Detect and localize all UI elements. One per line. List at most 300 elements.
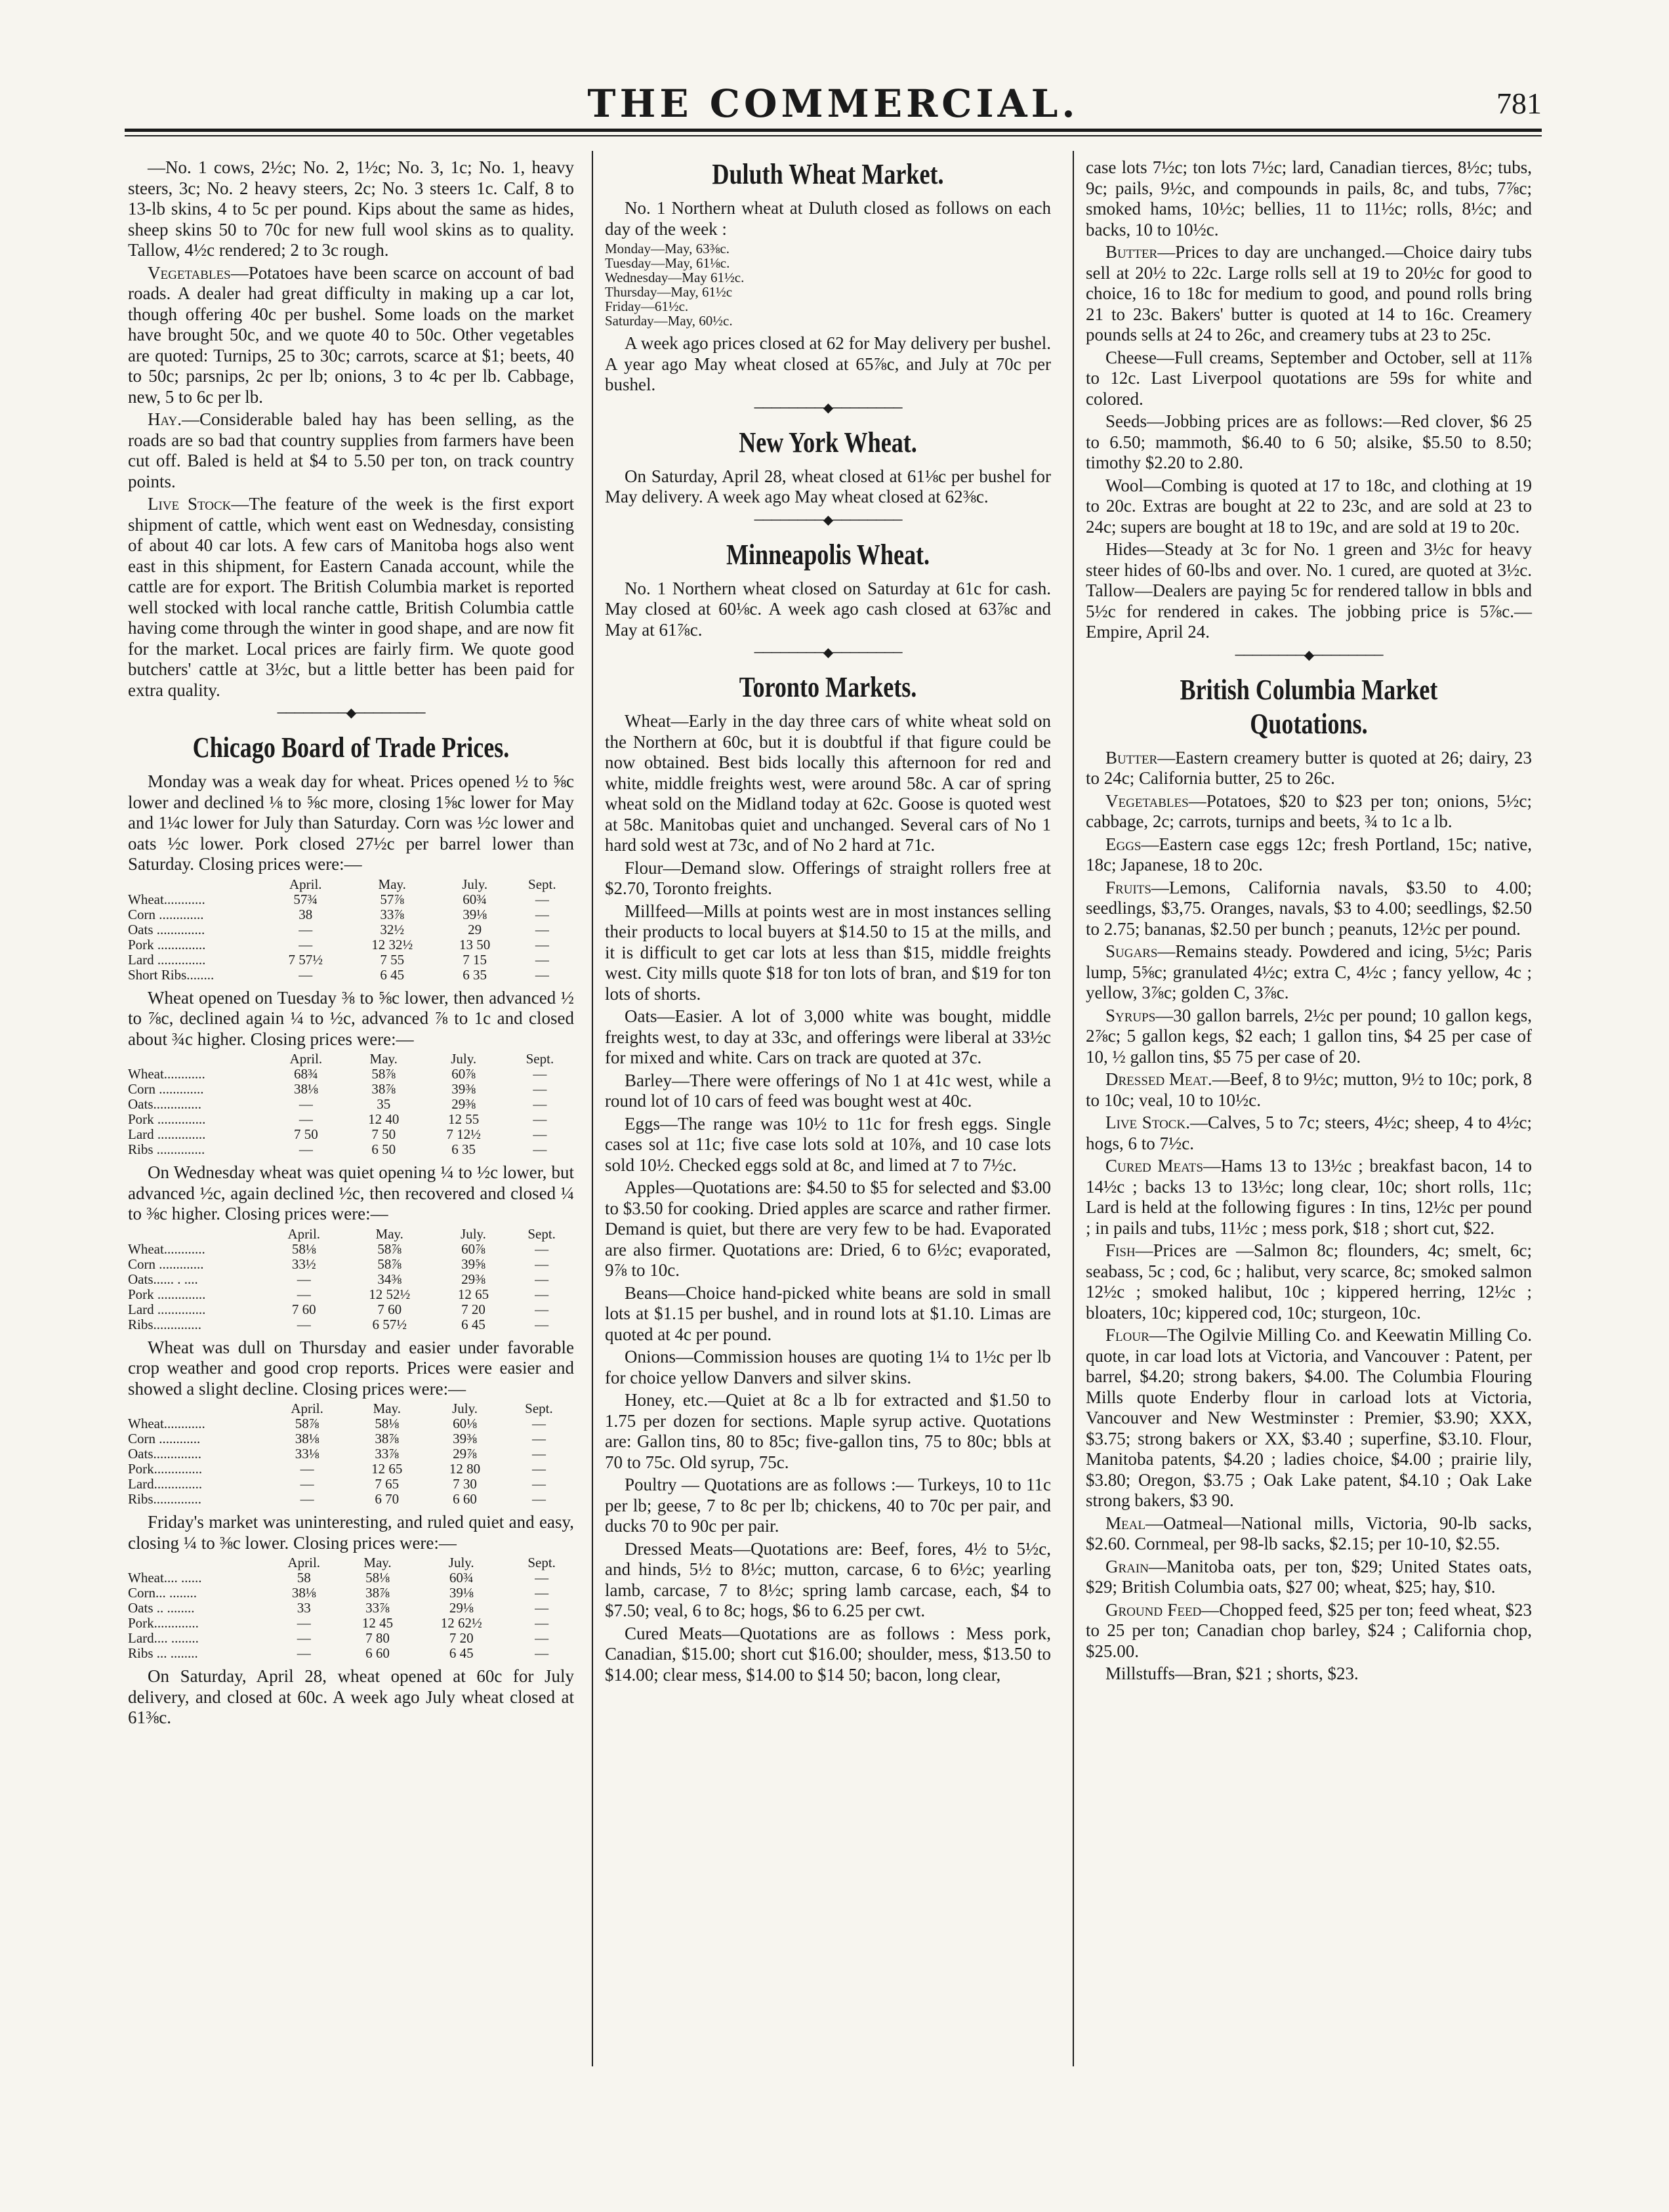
table-cell: 32½ — [380, 921, 405, 937]
table-row — [128, 1570, 574, 1586]
table-cell: 6 60 — [453, 1491, 477, 1507]
paragraph-bc-fruits — [1086, 878, 1532, 940]
table-cell: — — [535, 1630, 549, 1646]
paragraph-live-stock — [128, 494, 574, 701]
column-middle — [605, 157, 1051, 1687]
table-row — [128, 1462, 574, 1477]
table-cell: 33⅛ — [295, 1446, 319, 1462]
table-cell: 12 65 — [457, 1286, 489, 1302]
table-cell: — — [299, 1111, 313, 1127]
paragraph-duluth-summary: A week ago prices closed at 62 for May delivery per bushel. A year ago May wheat closed at 65⅞c, and July at 70c per bushel. — [605, 333, 1051, 394]
table-cell: 7 12½ — [446, 1126, 481, 1142]
table-cell: 38 — [299, 906, 313, 922]
table-cell: — — [531, 1476, 546, 1492]
price-table-thursday — [128, 1401, 574, 1507]
paragraph-body: —Beef, 8 to 9½c; mutton, 9½ to 10c; pork, 8 to 10c; veal, 10 to 10½c. — [1086, 1069, 1533, 1110]
section-heading-toronto: Toronto Markets. — [739, 671, 917, 703]
paragraph-toronto-poultry: Poultry — Quotations are as follows :— Turkeys, 10 to 11c per lb; geese, 7 to 8c per lb; chickens, 40 to 70c per pair, and ducks 70 to 90c per pair. — [605, 1475, 1051, 1536]
table-cell: 58⅛ — [375, 1416, 400, 1431]
table-header — [128, 1227, 266, 1242]
table-cell: 7 57½ — [288, 951, 323, 968]
table-header: April. — [289, 1051, 323, 1067]
table-header: April. — [289, 876, 322, 892]
table-row — [128, 1601, 574, 1616]
column-rule — [1073, 151, 1074, 2066]
paragraph-body: —Eastern creamery butter is quoted at 26; dairy, 23 to 24c; California butter, 25 to 26c. — [1086, 747, 1532, 788]
table-header: July. — [451, 1051, 477, 1067]
table-row — [128, 1112, 574, 1127]
run-in-head: Eggs — [1105, 834, 1142, 854]
table-cell: — — [535, 966, 549, 983]
table-cell: — — [535, 1240, 549, 1257]
table-cell: — — [297, 1615, 311, 1631]
table-cell: Pork .............. — [128, 1111, 206, 1127]
table-row — [128, 1586, 574, 1601]
table-cell: Lard .............. — [128, 951, 206, 968]
table-cell: — — [297, 1645, 311, 1661]
paragraph-toronto-eggs: Eggs—The range was 10½ to 11c for fresh eggs. Single cases sol at 11c; five case lots sold at 10⅞, and 10 case lots sold 10½. Checked eggs sold at 8c, and limed at 7 to 7½c. — [605, 1113, 1051, 1175]
table-cell: Pork.............. — [128, 1461, 203, 1477]
table-cell: 39⅜ — [453, 1431, 477, 1446]
table-cell: Corn... ........ — [128, 1585, 197, 1601]
table-cell: 58⅞ — [371, 1066, 396, 1082]
paragraph-body: .—Considerable baled hay has been selling, as the roads are so bad that country supplies from farmers have been cut off. Baled is held at $4 to 5.50 per ton, on track country points. — [128, 409, 574, 491]
table-cell: — — [535, 906, 549, 922]
table-cell: 29⅜ — [451, 1096, 476, 1112]
table-cell: — — [535, 921, 549, 937]
table-cell: 58⅞ — [377, 1240, 402, 1257]
table-cell: — — [533, 1111, 547, 1127]
paragraph-body: —Oatmeal—National mills, Victoria, 90-lb sacks, $2.60. Cornmeal, per 98-lb sacks, $2.15; per 10-10, $2.55. — [1086, 1513, 1532, 1553]
paragraph-bc-dressed-meat — [1086, 1069, 1532, 1111]
table-cell: 39⅝ — [461, 1256, 485, 1272]
table-cell: 57⅞ — [380, 891, 405, 907]
masthead — [125, 77, 1542, 130]
duluth-daily-list — [605, 241, 1051, 328]
paragraph-toronto-butter — [1086, 242, 1532, 346]
paragraph-body: —Lemons, California navals, $3.50 to 4.00; seedlings, $3,75. Oranges, navals, $3 to 4.00; seedlings, $2.50 to 2.75; bananas, $2.50 per bunch ; peanuts, 12½c per pound. — [1086, 877, 1532, 939]
table-row — [128, 1646, 574, 1661]
table-cell: 35 — [377, 1096, 391, 1112]
run-in-head: Sugars — [1105, 941, 1158, 961]
section-heading-new-york: New York Wheat. — [739, 426, 917, 459]
table-cell: 6 45 — [461, 1316, 485, 1332]
table-cell: Short Ribs........ — [128, 966, 215, 983]
table-cell: 39⅜ — [451, 1081, 476, 1097]
table-cell: 12 45 — [361, 1615, 394, 1631]
paragraph-body: —Potatoes, $20 to $23 per ton; onions, 5½c; cabbage, 2c; carrots, turnips and beets, ¾ to 1c a lb. — [1086, 790, 1532, 831]
paragraph-toronto-honey: Honey, etc.—Quiet at 8c a lb for extracted and $1.50 to 1.75 per dozen for sections. Maple syrup active. Quotations are: Gallon tins, 80 to 85c; five-gallon tins, 75 to 80c; bbls at 70 to 75c. Old syrup, 75c. — [605, 1390, 1051, 1472]
table-cell: 7 80 — [365, 1630, 390, 1646]
table-cell: — — [300, 1476, 314, 1492]
table-cell: — — [533, 1081, 547, 1097]
table-cell: — — [531, 1431, 546, 1446]
table-row — [128, 1272, 574, 1287]
table-row — [128, 1257, 574, 1272]
table-header: May. — [373, 1401, 401, 1416]
table-cell: Oats .............. — [128, 921, 205, 937]
paragraph-toronto-beans: Beans—Choice hand-picked white beans are sold in small lots at $1.15 per bushel, and in round lots at $1.10. Limas are quoted at 4c per pound. — [605, 1282, 1051, 1344]
run-in-head: Live Stock. — [1105, 1113, 1190, 1132]
run-in-head: Ground Feed — [1105, 1599, 1202, 1620]
table-cell: Corn ............ — [128, 1431, 201, 1446]
paragraph-body: —Chopped feed, $25 per ton; feed wheat, $23 to 25 per ton; Canadian chop barley, $24 ; California chop, $25.00. — [1086, 1599, 1532, 1661]
table-cell: 39⅛ — [449, 1585, 474, 1601]
table-cell: 7 50 — [294, 1126, 318, 1142]
paragraph-new-york: On Saturday, April 28, wheat closed at 61⅛c per bushel for May delivery. A week ago May wheat closed at 62⅜c. — [605, 466, 1051, 506]
table-row — [128, 922, 574, 937]
paragraph-body: —Potatoes have been scarce on account of bad roads. A dealer had great difficulty in making up a car lot, though offering 40c per bushel. Some loads on the market have brought 50c, and we quote 40 to 50c. Other vegetables are quoted: Turnips, 25 to 30c; carrots, scarce at $1; beets, 40 to 50c; parsnips, 2c per lb; onions, 3 to 4c per lb. Cabbage, new, 5 to 6c per lb. — [128, 262, 574, 407]
table-header: April. — [287, 1555, 321, 1570]
table-cell: — — [535, 1585, 549, 1601]
table-cell: 12 52½ — [369, 1286, 411, 1302]
table-row — [128, 1302, 574, 1317]
price-table-friday — [128, 1555, 574, 1661]
table-row — [128, 1446, 574, 1462]
table-cell: — — [297, 1630, 311, 1646]
paragraph-toronto-barley: Barley—There were offerings of No 1 at 41c west, while a round lot of 10 cars of feed was bought west at 40c. — [605, 1070, 1051, 1111]
paragraph-body: —Hams 13 to 13½c ; breakfast bacon, 14 to 14½c ; backs 13 to 13½c; long clear, 10c; short rolls, 11c; Lard is held at the following figures : In tins, 12½c per pound ; in pails and tubs, 11½c ; mess pork, $18 ; short cut, $22. — [1086, 1156, 1532, 1238]
paragraph-toronto-onions: Onions—Commission houses are quoting 1¼ to 1½c per lb for choice yellow Danvers and silver skins. — [605, 1347, 1051, 1387]
table-cell: 38⅛ — [295, 1431, 319, 1446]
table-cell: 7 30 — [453, 1476, 477, 1492]
table-cell: Lard.... ........ — [128, 1630, 199, 1646]
table-row — [128, 1431, 574, 1446]
table-header: July. — [462, 876, 488, 892]
header-rule-thin — [125, 135, 1542, 136]
paragraph-chicago-friday: Friday's market was uninteresting, and ruled quiet and easy, closing ¼ to ⅜c lower. Closing prices were:— — [128, 1512, 574, 1553]
run-in-head: Hay — [148, 409, 178, 429]
table-cell: — — [299, 936, 313, 952]
table-cell: — — [535, 1301, 549, 1317]
table-cell: 7 20 — [449, 1630, 474, 1646]
paragraph-chicago-saturday: On Saturday, April 28, wheat opened at 60c for July delivery, and closed at 60c. A week ago July wheat closed at 61⅜c. — [128, 1666, 574, 1727]
table-header: Sept. — [527, 1225, 556, 1242]
table-header: Sept. — [525, 1051, 554, 1067]
table-row — [128, 1082, 574, 1097]
table-header: July. — [452, 1401, 478, 1416]
column-right — [1086, 157, 1532, 1687]
table-cell: Oats.............. — [128, 1446, 201, 1462]
table-cell: 60⅞ — [451, 1066, 476, 1082]
table-header: May. — [363, 1555, 392, 1570]
table-cell: 7 60 — [291, 1301, 316, 1317]
paragraph-chicago-wednesday: On Wednesday wheat was quiet opening ¼ to ½c lower, but advanced ½c, again declined ½c, then recovered and closed ¼ to ⅜c higher. Closing prices were:— — [128, 1162, 574, 1223]
page-number: 781 — [1496, 87, 1542, 120]
table-cell: — — [535, 1286, 549, 1302]
table-row — [128, 1142, 574, 1157]
column-left — [128, 157, 574, 1731]
table-cell: Wheat.... ...... — [128, 1570, 202, 1586]
paragraph-bc-grain — [1086, 1557, 1532, 1598]
table-cell: 6 35 — [451, 1141, 476, 1157]
section-heading-minneapolis: Minneapolis Wheat. — [726, 538, 930, 571]
table-header — [128, 1555, 266, 1570]
table-cell: 7 20 — [461, 1301, 485, 1317]
section-divider — [1086, 647, 1532, 664]
paragraph-body: —30 gallon barrels, 2½c per pound; 10 gallon kegs, 2⅞c; 5 gallon kegs, $2 each; 1 gallon tins, $4 25 per case of 10, ½ gallon tins, $5 75 per case of 20. — [1086, 1005, 1532, 1067]
section-heading-chicago: Chicago Board of Trade Prices. — [192, 731, 510, 764]
run-in-head: Butter — [1105, 747, 1158, 768]
table-cell: 13 50 — [459, 936, 491, 952]
table-cell: 57¾ — [293, 891, 318, 907]
table-header: April. — [291, 1401, 323, 1416]
table-cell: 12 40 — [368, 1111, 400, 1127]
paragraph-hay — [128, 409, 574, 492]
table-header: Sept. — [525, 1401, 553, 1416]
price-table-tuesday — [128, 1052, 574, 1157]
paragraph-body: —The feature of the week is the first export shipment of cattle, which went east on Wednesday, consisting of about 40 car lots. A few cars of Manitoba hogs also went east in this shipment, for Eastern Canada account, while the cattle are for export. The British Columbia market is reported well stocked with local ranche cattle, British Columbia cattle having come through the winter in good shape, and are now fit for the market. Local prices are fairly firm. We quote good butchers' cattle at 3½c, but a little better has been paid for extra quality. — [128, 494, 574, 700]
table-row — [128, 907, 574, 922]
table-header: May. — [378, 876, 406, 892]
table-cell: Wheat............ — [128, 1240, 205, 1257]
table-row — [128, 1477, 574, 1492]
table-cell: — — [300, 1461, 314, 1477]
publication-title: THE COMMERCIAL. — [587, 81, 1079, 126]
table-cell: — — [533, 1066, 547, 1082]
column-rule — [592, 151, 593, 2066]
table-row — [128, 1416, 574, 1431]
table-cell: 60¾ — [449, 1570, 474, 1586]
table-cell: 6 35 — [463, 966, 487, 983]
table-cell: 6 60 — [365, 1645, 390, 1661]
table-cell: Ribs ... ........ — [128, 1645, 198, 1661]
table-cell: 33⅞ — [375, 1446, 400, 1462]
table-header: May. — [369, 1051, 398, 1067]
table-row — [128, 1287, 574, 1302]
paragraph-toronto-cured-meats: Cured Meats—Quotations are as follows : Mess pork, Canadian, $15.00; short cut $16.00; shoulder, mess, $13.50 to $14.00; clear mess, $14.00 to $14 50; bacon, long clear, — [605, 1623, 1051, 1685]
paragraph-body: —Eastern case eggs 12c; fresh Portland, 15c; native, 18c; Japanese, 18 to 20c. — [1086, 834, 1532, 874]
paragraph-bc-cured-meats — [1086, 1156, 1532, 1239]
table-cell: — — [535, 1316, 549, 1332]
table-header: May. — [375, 1225, 403, 1242]
paragraph-chicago-tuesday: Wheat opened on Tuesday ⅜ to ⅝c lower, then advanced ½ to ⅞c, declined again ¼ to ½c, advanced ⅞ to 1c and closed about ¾c higher. Closing prices were:— — [128, 987, 574, 1049]
table-cell: 6 50 — [371, 1141, 396, 1157]
paragraph-chicago-thursday: Wheat was dull on Thursday and easier under favorable crop weather and good crop reports. Prices were easier and showed a slight decline. Closing prices were:— — [128, 1337, 574, 1399]
table-row — [128, 1317, 574, 1332]
table-cell: — — [299, 921, 313, 937]
table-cell: Wheat............ — [128, 1066, 205, 1082]
table-cell: — — [297, 1316, 311, 1332]
paragraph-chicago-monday: Monday was a weak day for wheat. Prices opened ½ to ⅝c lower and declined ⅛ to ⅝c more, closing 1⅝c lower for May and 1¼c lower for July than Saturday. Corn was ½c lower and oats ½c lower. Pork closed 27½c per barrel lower than Saturday. Closing prices were:— — [128, 771, 574, 874]
paragraph-body: —The Ogilvie Milling Co. and Keewatin Milling Co. quote, in car load lots at Victoria, and Vancouver : Patent, per barrel, $4.20; strong bakers, $4.00. The Columbia Flouring Mills quote Enderby flour in carload lots at Victoria, Vancouver and New Westminster : Premier, $3.90; XXX, $3.75; strong bakers or XX, $3.40 ; superfine, $3.10. Flour, Manitoba patents, $4.20 ; ladies choice, $4.00 ; prairie lily, $3.80; Oregon, $3.75 ; Oak Lake patent, $4.10 ; Oak Lake strong bakers, $3 90. — [1086, 1325, 1532, 1510]
run-in-head: Meal — [1105, 1513, 1145, 1533]
paragraph-body: —Prices are —Salmon 8c; flounders, 4c; smelt, 6c; seabass, 5c ; cod, 6c ; halibut, very scarce, 8c; smoked salmon 12½c ; smoked halibut, 10c ; kippered herring, 12½c ; bloaters, 10c; kippered cod, 10c; sturgeon, 10c. — [1086, 1240, 1532, 1322]
table-header — [128, 1401, 266, 1416]
paragraph-bc-live-stock — [1086, 1113, 1532, 1154]
table-cell: — — [535, 1256, 549, 1272]
table-cell: — — [299, 1141, 313, 1157]
table-cell: 34⅜ — [377, 1271, 402, 1287]
paragraph-hides-cont: —No. 1 cows, 2½c; No. 2, 1½c; No. 3, 1c; No. 1, heavy steers, 3c; No. 2 heavy steers, 2c; No. 3 steers 1c. Calf, 8 to 13-lb skins, 4 to 5c per pound. Kips about the same as hides, sheep skins 50 to 70c for new full wool skins as to quality. Tallow, 4½c rendered; 2 to 3c rough. — [128, 157, 574, 260]
table-cell: 12 80 — [449, 1461, 481, 1477]
table-cell: Oats...... . .... — [128, 1271, 198, 1287]
table-row — [128, 937, 574, 952]
table-cell: 38⅛ — [294, 1081, 318, 1097]
table-cell: 38⅞ — [375, 1431, 400, 1446]
table-row — [128, 1242, 574, 1257]
table-row — [128, 952, 574, 968]
run-in-head: Flour — [1105, 1325, 1149, 1345]
section-divider — [605, 512, 1051, 529]
table-cell: 39⅛ — [463, 906, 487, 922]
table-row — [128, 1492, 574, 1507]
section-divider — [605, 644, 1051, 661]
table-cell: 6 57½ — [372, 1316, 407, 1332]
table-cell: 6 45 — [380, 966, 405, 983]
paragraph-bc-sugars — [1086, 941, 1532, 1004]
table-cell: — — [297, 1271, 311, 1287]
paragraph-toronto-dressed-meats: Dressed Meats—Quotations are: Beef, fores, 4½ to 5½c, and hinds, 5½ to 8½c; mutton, carcase, 6 to 6½c; yearling lamb, carcase, 7 to 8½c; spring lamb carcase, each, $4 to $7.50; veal, 6 to 8c; hogs, $6 to 6.25 per cwt. — [605, 1538, 1051, 1620]
run-in-head: Cured Meats — [1105, 1156, 1203, 1176]
paragraph-vegetables — [128, 263, 574, 408]
section-heading-british-columbia: British Columbia Market Quotations. — [1180, 673, 1438, 740]
list-item: Monday—May, 63⅜c. — [605, 241, 730, 256]
table-cell: Ribs .............. — [128, 1141, 205, 1157]
table-cell: 38⅛ — [291, 1585, 316, 1601]
table-cell: 33⅞ — [380, 906, 405, 922]
table-cell: — — [533, 1126, 547, 1142]
paragraph-bc-meal — [1086, 1513, 1532, 1555]
table-cell: Pork .............. — [128, 936, 206, 952]
table-cell: 29⅜ — [461, 1271, 485, 1287]
list-item: Thursday—May, 61½c — [605, 284, 733, 300]
table-row — [128, 892, 574, 907]
paragraph-toronto-oats: Oats—Easier. A lot of 3,000 white was bought, middle freights west, to day at 33c, and offerings were liberal at 33½c for mixed and white. Cars on track are quoted at 37c. — [605, 1006, 1051, 1067]
table-cell: 6 70 — [375, 1491, 400, 1507]
run-in-head: Fruits — [1105, 877, 1151, 897]
table-cell: — — [300, 1491, 314, 1507]
paragraph-toronto-apples: Apples—Quotations are: $4.50 to $5 for selected and $3.00 to $3.50 for cooking. Dried apples are scarce and rather firmer. Demand is quiet, but there are very few to be had. Evaporated are also firmer. Quotations are: Dried, 6 to 6½c; evaporated, 9⅞ to 10c. — [605, 1178, 1051, 1280]
table-cell: 58 — [297, 1570, 311, 1586]
table-cell: — — [535, 1600, 549, 1616]
table-header: Sept. — [527, 1555, 556, 1570]
table-cell: 60⅞ — [461, 1240, 485, 1257]
run-in-head: Fish — [1105, 1240, 1136, 1260]
table-cell: Ribs.............. — [128, 1316, 202, 1332]
paragraph-bc-flour — [1086, 1325, 1532, 1511]
table-cell: — — [531, 1446, 546, 1462]
table-row — [128, 1097, 574, 1112]
table-cell: Ribs.............. — [128, 1491, 202, 1507]
table-cell: — — [535, 1271, 549, 1287]
run-in-head: Live Stock — [148, 494, 232, 514]
table-row — [128, 1616, 574, 1631]
table-cell: Corn ............. — [128, 1256, 204, 1272]
table-row — [128, 1127, 574, 1142]
table-cell: — — [535, 1615, 549, 1631]
paragraph-body: —Prices to day are unchanged.—Choice dairy tubs sell at 20½ to 22c. Large rolls sell at 19 to 20½c for good to choice, 16 to 18c for medium to good, and pound rolls bring 21 to 23c. Bakers' butter is quoted at 14 to 16c. Creamery pounds sells at 24 to 26c, and creamery tubs at 23 to 25c. — [1086, 242, 1532, 344]
table-header — [128, 1052, 266, 1067]
paragraph-bc-eggs — [1086, 834, 1532, 876]
paragraph-minneapolis: No. 1 Northern wheat closed on Saturday at 61c for cash. May closed at 60⅛c. A week ago cash closed at 63⅞c and May at 61⅞c. — [605, 578, 1051, 640]
table-header: April. — [287, 1225, 321, 1242]
list-item: Saturday—May, 60½c. — [605, 313, 733, 329]
paragraph-toronto-seeds: Seeds—Jobbing prices are as follows:—Red clover, $6 25 to 6.50; mammoth, $6.40 to 6 50; alsike, $5.50 to 8.50; timothy $2.20 to 2.80. — [1086, 411, 1532, 472]
price-table-wednesday — [128, 1227, 574, 1332]
paragraph-bc-syrups — [1086, 1006, 1532, 1068]
table-cell: — — [531, 1416, 546, 1431]
paragraph-toronto-wool: Wool—Combing is quoted at 17 to 18c, and clothing at 19 to 20c. Extras are bought at 22 to 23c, and are sold at 23 to 24c; supers are bought at 18 to 19c, and are sold at 19 to 20c. — [1086, 475, 1532, 537]
run-in-head: Syrups — [1105, 1005, 1156, 1025]
paragraph-toronto-cheese: Cheese—Full creams, September and October, sell at 11⅞ to 12c. Last Liverpool quotations are 59s for white and colored. — [1086, 347, 1532, 409]
list-item: Wednesday—May 61½c. — [605, 270, 745, 285]
paragraph-bc-butter — [1086, 748, 1532, 789]
run-in-head: Butter — [1105, 242, 1158, 262]
table-cell: 33⅞ — [365, 1600, 390, 1616]
table-cell: 29 — [468, 921, 482, 937]
table-cell: 6 45 — [449, 1645, 474, 1661]
paragraph-duluth-intro: No. 1 Northern wheat at Duluth closed as follows on each day of the week : — [605, 198, 1051, 239]
table-cell: — — [535, 1570, 549, 1586]
table-cell: — — [531, 1461, 546, 1477]
table-cell: 58⅛ — [365, 1570, 390, 1586]
run-in-head: Vegetables — [148, 262, 231, 283]
paragraph-bc-millstuffs: Millstuffs—Bran, $21 ; shorts, $23. — [1105, 1664, 1359, 1683]
table-cell: — — [535, 891, 549, 907]
paragraph-cured-meats-cont: case lots 7½c; ton lots 7½c; lard, Canadian tierces, 8½c; tubs, 9c; pails, 9½c, and compounds in pails, 8c, and tubs, 7⅞c; smoked hams, 10½c; bellies, 11 to 11½c; rolls, 8½c; and backs, 10 to 10½c. — [1086, 157, 1532, 239]
run-in-head: Vegetables — [1105, 790, 1189, 811]
table-cell: 7 50 — [371, 1126, 396, 1142]
table-row — [128, 1067, 574, 1082]
table-cell: 12 65 — [371, 1461, 403, 1477]
table-cell: 33 — [297, 1600, 311, 1616]
paragraph-bc-ground-feed — [1086, 1600, 1532, 1662]
table-cell: 7 55 — [380, 951, 405, 968]
table-header: July. — [461, 1225, 486, 1242]
table-cell: Corn ............. — [128, 906, 204, 922]
section-divider — [605, 399, 1051, 417]
table-cell: 7 15 — [463, 951, 487, 968]
table-cell: Oats .. ........ — [128, 1600, 195, 1616]
table-cell: — — [535, 936, 549, 952]
table-cell: Oats.............. — [128, 1096, 201, 1112]
table-header: Sept. — [528, 876, 556, 892]
table-cell: 38⅞ — [371, 1081, 396, 1097]
run-in-head: Dressed Meat. — [1105, 1069, 1212, 1089]
table-cell: 60¾ — [463, 891, 487, 907]
table-cell: — — [535, 1645, 549, 1661]
table-cell: — — [535, 951, 549, 968]
paragraph-toronto-hides: Hides—Steady at 3c for No. 1 green and 3½c for heavy steer hides of 60-lbs and over. No. 1 cured, are quoted at 3½c. Tallow—Dealers are paying 5c for rendered tallow in bbls and 5½c for rendered in cakes. The jobbing price is 5⅞c.—Empire, April 24. — [1086, 539, 1532, 642]
paragraph-bc-fish — [1086, 1240, 1532, 1323]
table-cell: 58⅞ — [377, 1256, 402, 1272]
table-cell: 58⅞ — [295, 1416, 319, 1431]
paragraph-toronto-flour: Flour—Demand slow. Offerings of straight rollers free at $2.70, Toronto freights. — [605, 857, 1051, 898]
table-cell: Pork............. — [128, 1615, 199, 1631]
table-row — [128, 968, 574, 983]
table-cell: — — [299, 966, 313, 983]
table-cell: Wheat............ — [128, 1416, 205, 1431]
paragraph-body: —Calves, 5 to 7c; steers, 4½c; sheep, 4 to 4½c; hogs, 6 to 7½c. — [1086, 1113, 1532, 1153]
table-cell: 58⅛ — [291, 1240, 316, 1257]
price-table-monday — [128, 877, 574, 983]
list-item: Tuesday—May, 61⅛c. — [605, 255, 730, 271]
table-cell: 29⅛ — [449, 1600, 474, 1616]
table-cell: — — [533, 1141, 547, 1157]
table-cell: 33½ — [291, 1256, 316, 1272]
table-cell: 68¾ — [294, 1066, 318, 1082]
table-cell: Wheat............ — [128, 891, 205, 907]
table-cell: — — [533, 1096, 547, 1112]
table-header: July. — [448, 1555, 474, 1570]
section-heading-duluth: Duluth Wheat Market. — [712, 158, 944, 190]
table-cell: — — [531, 1491, 546, 1507]
table-cell: Corn ............. — [128, 1081, 204, 1097]
run-in-head: Grain — [1105, 1556, 1149, 1576]
table-cell: 60⅛ — [453, 1416, 477, 1431]
table-cell: Lard.............. — [128, 1476, 203, 1492]
